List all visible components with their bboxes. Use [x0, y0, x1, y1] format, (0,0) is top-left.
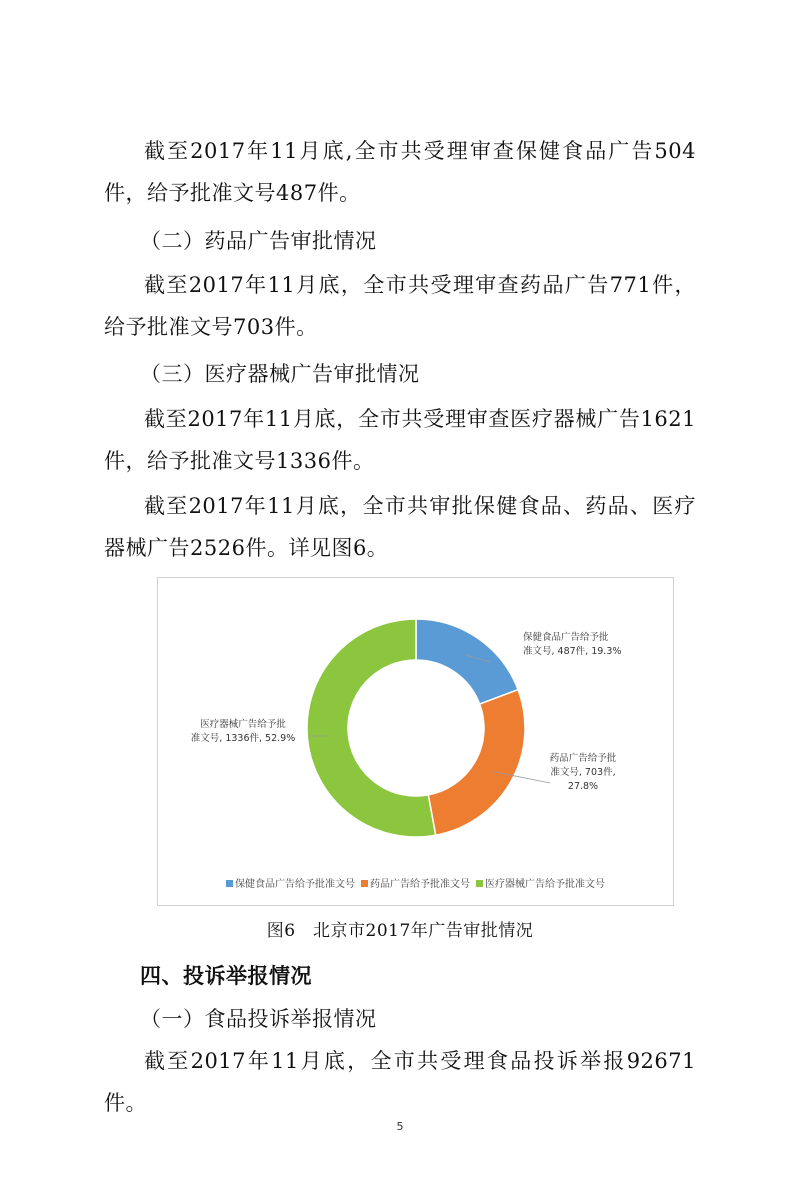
data-label-0-1: 准文号, 487件, 19.3% [523, 646, 622, 657]
heading-food-complaints: （一）食品投诉举报情况 [140, 1007, 377, 1031]
data-label-1-2: 27.8% [567, 781, 599, 792]
paragraph-device-ads: 截至2017年11月底，全市共受理审查医疗器械广告1621件，给予批准文号1336件。 [104, 407, 696, 473]
data-label-0-0: 保健食品广告给予批 [523, 632, 609, 643]
paragraph-total-ads: 截至2017年11月底，全市共审批保健食品、药品、医疗器械广告2526件。详见图6。 [104, 494, 696, 560]
chart-legend [158, 875, 673, 890]
legend-item-1 [361, 875, 470, 890]
figure-caption: 图6 北京市2017年广告审批情况 [266, 921, 534, 941]
heading-device-ads: （三）医疗器械广告审批情况 [140, 362, 420, 386]
legend-swatch-2 [476, 880, 483, 887]
legend-item-2 [476, 875, 605, 890]
legend-swatch-1 [361, 880, 368, 887]
legend-label-2: 医疗器械广告给予批准文号 [485, 879, 605, 890]
page-number: 5 [396, 1120, 404, 1133]
legend-item-0 [226, 875, 355, 890]
paragraph-food-complaints: 截至2017年11月底，全市共受理食品投诉举报92671件。 [104, 1049, 696, 1115]
donut-slice-1 [428, 690, 525, 836]
data-label-1-1: 准文号, 703件, [550, 767, 616, 778]
donut-slice-2 [307, 619, 436, 837]
data-label-2-1: 准文号, 1336件, 52.9% [190, 733, 296, 744]
heading-drug-ads: （二）药品广告审批情况 [140, 229, 377, 253]
donut-slice-0 [416, 619, 518, 704]
data-label-1-0: 药品广告给予批 [549, 753, 617, 764]
paragraph-drug-ads: 截至2017年11月底，全市共受理审查药品广告771件，给予批准文号703件。 [104, 273, 696, 339]
heading-complaints: 四、投诉举报情况 [140, 964, 312, 988]
legend-label-0: 保健食品广告给予批准文号 [235, 879, 355, 890]
legend-label-1: 药品广告给予批准文号 [370, 879, 470, 890]
donut-chart [157, 577, 674, 906]
legend-swatch-0 [226, 880, 233, 887]
paragraph-health-food-ads: 截至2017年11月底,全市共受理审查保健食品广告504件，给予批准文号487件。 [104, 139, 696, 205]
chart-canvas [158, 578, 673, 878]
data-label-2-0: 医疗器械广告给予批 [200, 719, 286, 730]
